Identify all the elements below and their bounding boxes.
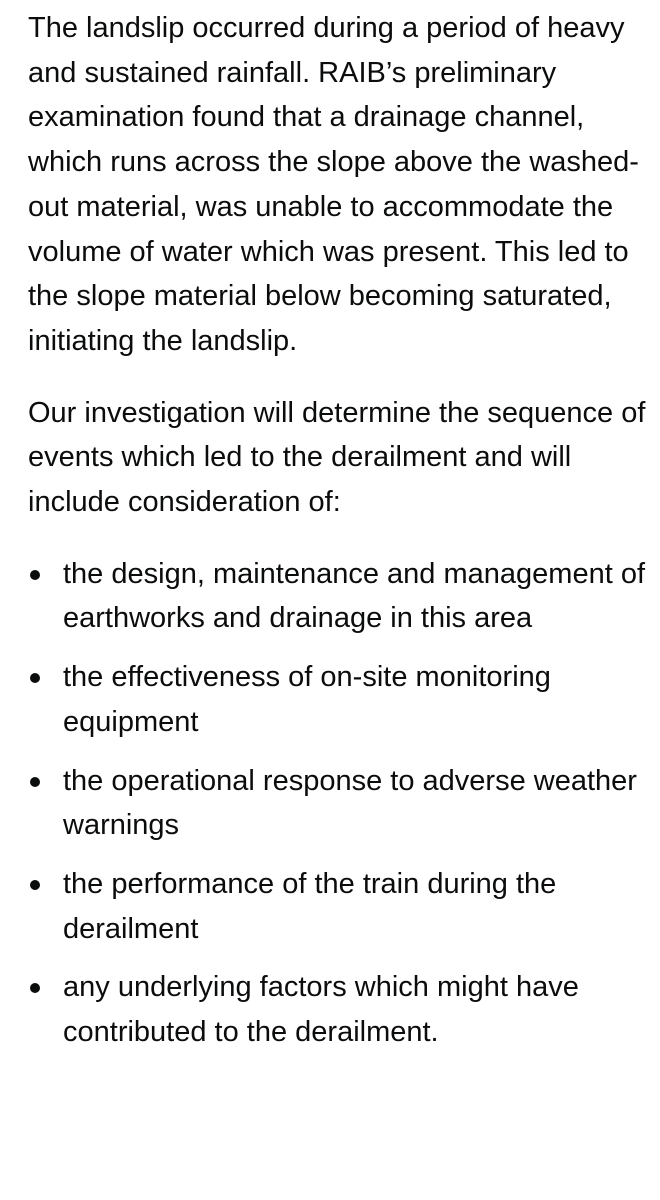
list-item-text: the design, maintenance and management of earthworks and drainage in this area [63,557,646,635]
bullet-icon [30,983,40,993]
investigation-intro-paragraph: Our investigation will determine the sequence of events which led to the derailment and will include consideration of: [28,396,646,519]
bullet-icon [30,673,40,683]
list-item [28,655,653,744]
landslip-paragraph: The landslip occurred during a period of heavy and sustained rainfall. RAIB’s preliminary examination found that a drainage channel, which runs across the slope above the washed-out material, was unable to accommodate the volume of water which was present. This led to the slope material below becoming saturated, initiating the landslip. [28,12,639,357]
list-item [28,965,653,1054]
consideration-list [28,552,660,1055]
list-item-text: the performance of the train during the derailment [63,867,557,945]
bullet-icon [30,777,40,787]
list-item [28,552,653,641]
list-item [28,862,653,951]
bullet-icon [30,570,40,580]
bullet-icon [30,880,40,890]
list-item-text: the effectiveness of on-site monitoring equipment [63,661,551,738]
list-item-text: any underlying factors which might have contributed to the derailment. [63,971,579,1049]
list-item-text: the operational response to adverse weather warnings [63,764,637,842]
list-item [28,759,653,848]
